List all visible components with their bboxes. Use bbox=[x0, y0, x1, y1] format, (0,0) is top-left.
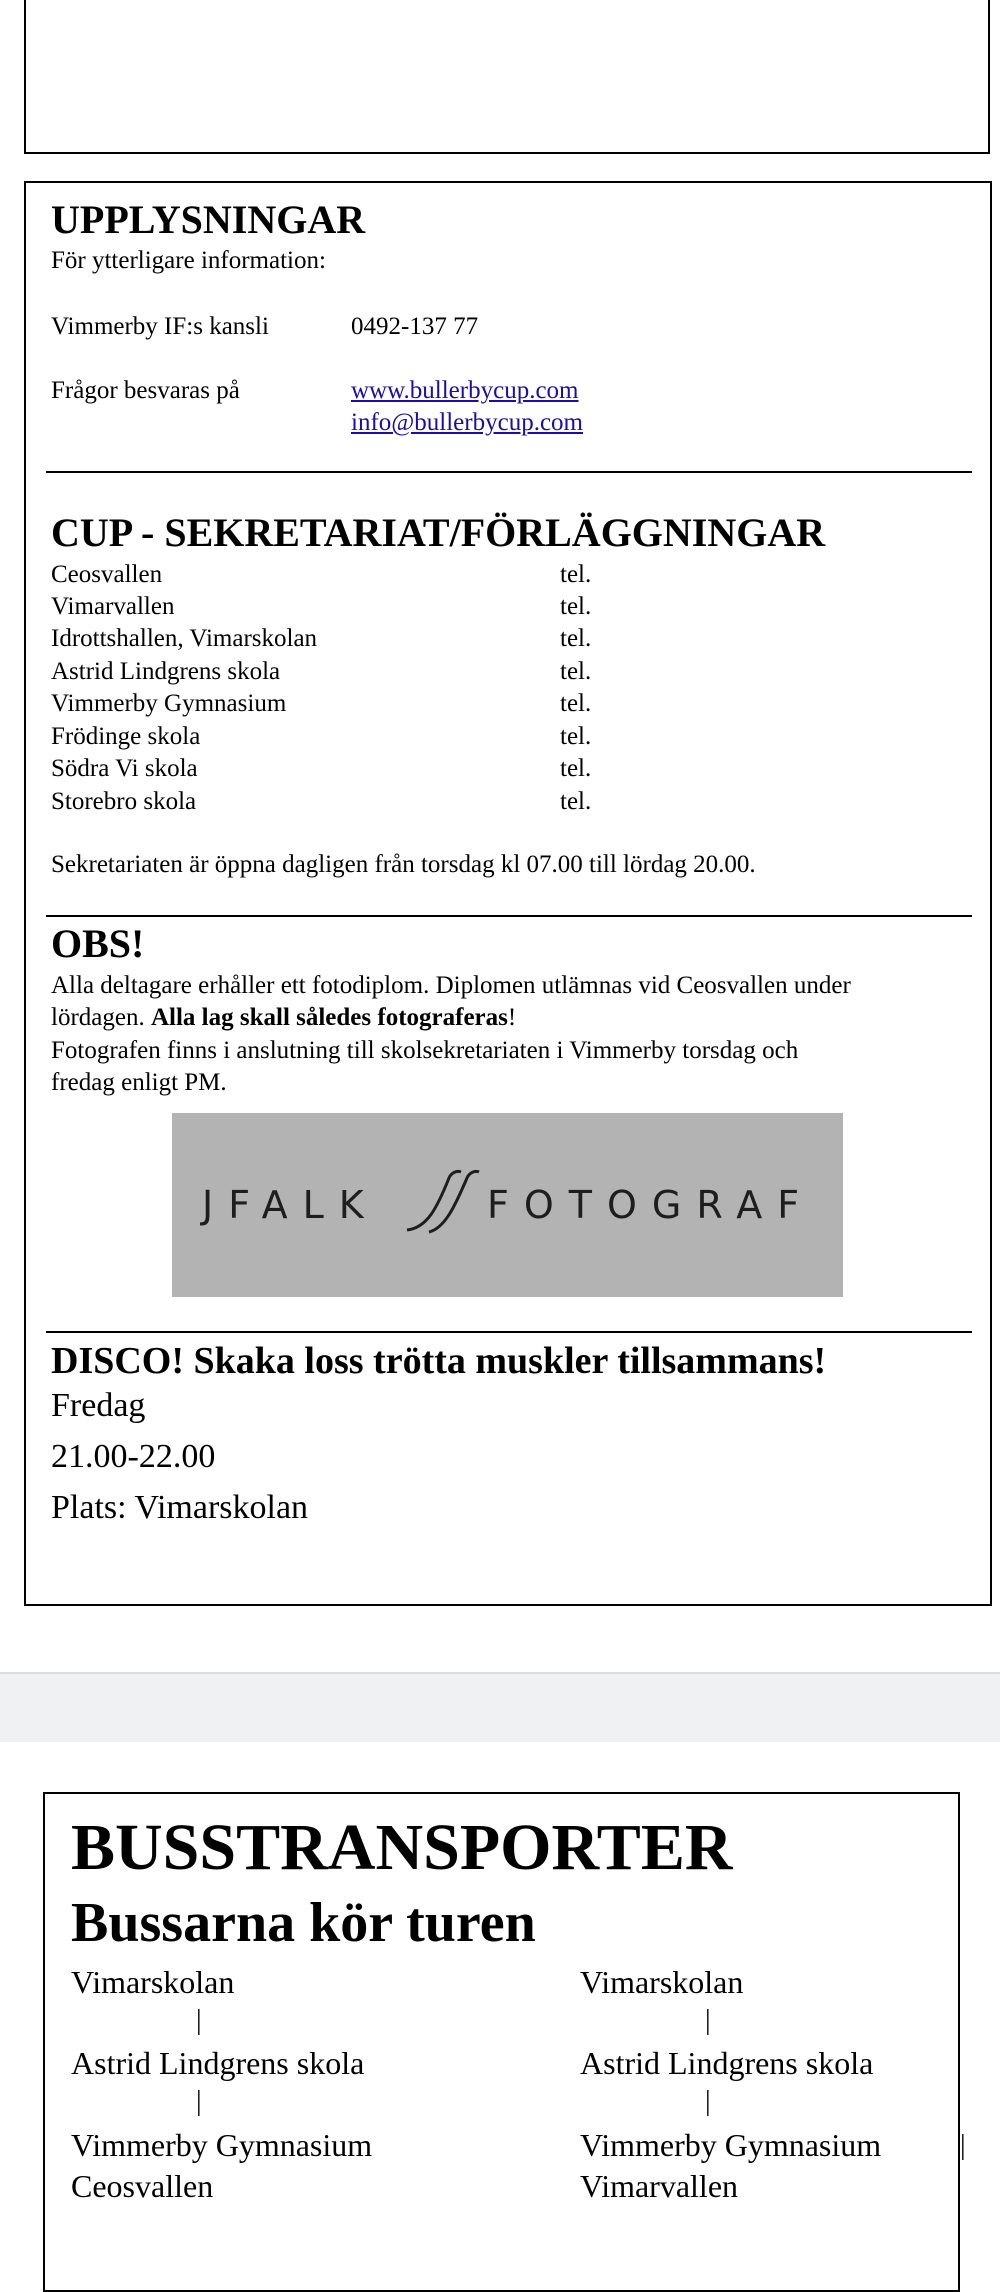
venue-name: Ceosvallen bbox=[51, 561, 163, 588]
obs-title: OBS! bbox=[51, 921, 145, 966]
previous-box bbox=[24, 0, 990, 154]
obs-line-4: fredag enligt PM. bbox=[51, 1069, 227, 1096]
route-connector: | bbox=[705, 2086, 711, 2117]
venue-tel: tel. bbox=[560, 658, 592, 685]
cup-title: CUP - SEKRETARIAT/FÖRLÄGGNINGAR bbox=[51, 510, 826, 555]
venue-tel: tel. bbox=[560, 788, 592, 815]
questions-label: Frågor besvaras på bbox=[51, 377, 240, 404]
disco-title: DISCO! Skaka loss trötta muskler tillsammans! bbox=[51, 1340, 827, 1382]
obs-line-1: Alla deltagare erhåller ett fotodiplom. Diplomen utlämnas vid Ceosvallen under bbox=[51, 972, 851, 999]
route-left-stop: Astrid Lindgrens skola bbox=[71, 2045, 365, 2081]
venue-name: Storebro skola bbox=[51, 788, 197, 815]
venue-tel: tel. bbox=[560, 593, 592, 620]
office-label: Vimmerby IF:s kansli bbox=[51, 313, 269, 340]
photographer-logo bbox=[172, 1113, 843, 1297]
disco-time: 21.00-22.00 bbox=[51, 1438, 216, 1475]
venue-tel: tel. bbox=[560, 723, 592, 750]
info-title: UPPLYSNINGAR bbox=[51, 197, 366, 242]
venue-tel: tel. bbox=[560, 755, 592, 782]
venue-tel: tel. bbox=[560, 690, 592, 717]
route-connector: | bbox=[960, 2130, 966, 2161]
bus-title: BUSSTRANSPORTER bbox=[71, 1811, 733, 1884]
disco-place: Plats: Vimarskolan bbox=[51, 1489, 309, 1526]
venue-name: Astrid Lindgrens skola bbox=[51, 658, 281, 685]
venue-name: Frödinge skola bbox=[51, 723, 201, 750]
page-gap bbox=[0, 1672, 1000, 1744]
route-connector: | bbox=[196, 2086, 202, 2117]
route-left-stop: Vimmerby Gymnasium bbox=[71, 2127, 373, 2163]
venue-name: Vimarvallen bbox=[51, 593, 175, 620]
divider bbox=[46, 915, 972, 917]
route-right-stop: Vimarvallen bbox=[580, 2168, 739, 2204]
route-connector: | bbox=[196, 2005, 202, 2036]
venue-name: Vimmerby Gymnasium bbox=[51, 690, 287, 717]
venue-tel: tel. bbox=[560, 561, 592, 588]
route-left-stop: Vimarskolan bbox=[71, 1964, 235, 2000]
info-intro: För ytterligare information: bbox=[51, 247, 326, 274]
secretariat-hours: Sekretariaten är öppna dagligen från torsdag kl 07.00 till lördag 20.00. bbox=[51, 851, 756, 878]
bus-subtitle: Bussarna kör turen bbox=[71, 1892, 536, 1954]
logo-text-left: JFALK bbox=[202, 1183, 379, 1227]
office-phone: 0492-137 77 bbox=[351, 313, 479, 340]
venue-name: Södra Vi skola bbox=[51, 755, 198, 782]
route-right-stop: Astrid Lindgrens skola bbox=[580, 2045, 874, 2081]
email-link[interactable]: info@bullerbycup.com bbox=[351, 409, 583, 436]
obs-emphasis: Alla lag skall således fotograferas bbox=[150, 1004, 508, 1031]
route-left-stop: Ceosvallen bbox=[71, 2168, 214, 2204]
logo-text-right: FOTOGRAF bbox=[487, 1183, 815, 1227]
obs-line-2-end: ! bbox=[507, 1004, 517, 1031]
route-right-stop: Vimarskolan bbox=[580, 1964, 744, 2000]
venue-name: Idrottshallen, Vimarskolan bbox=[51, 625, 318, 652]
route-connector: | bbox=[705, 2005, 711, 2036]
obs-line-2 bbox=[51, 1004, 516, 1032]
venue-tel: tel. bbox=[560, 625, 592, 652]
divider bbox=[46, 471, 972, 473]
signature-icon bbox=[397, 1168, 487, 1238]
website-link[interactable]: www.bullerbycup.com bbox=[351, 377, 579, 404]
divider bbox=[46, 1331, 972, 1333]
disco-day: Fredag bbox=[51, 1387, 146, 1424]
route-right-stop: Vimmerby Gymnasium bbox=[580, 2127, 882, 2163]
obs-line-3: Fotografen finns i anslutning till skolsekretariaten i Vimmerby torsdag och bbox=[51, 1037, 799, 1064]
obs-line-2-text: lördagen. bbox=[51, 1004, 151, 1031]
